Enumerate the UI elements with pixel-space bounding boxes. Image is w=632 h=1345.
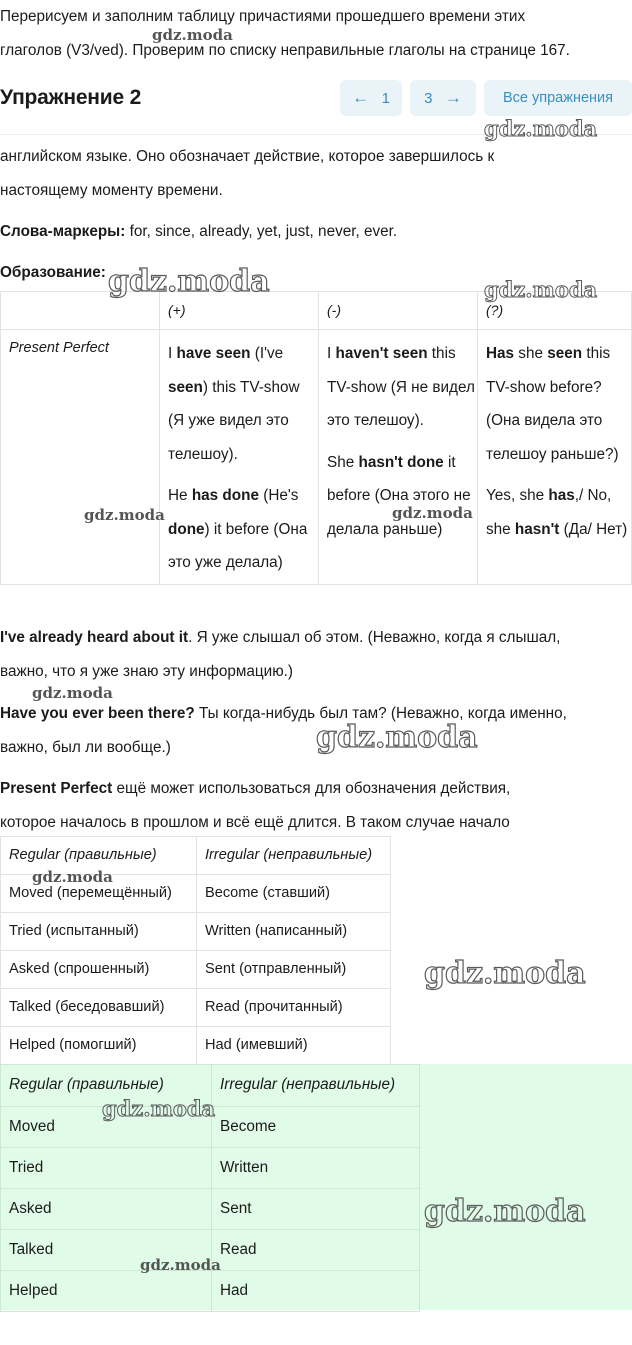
regular-cell: Helped (помогший)	[1, 1027, 197, 1065]
header-irregular: Irregular (неправильные)	[197, 837, 391, 875]
intro-line-1: Перерисуем и заполним таблицу причастиями прошедшего времени этих	[0, 8, 526, 25]
table-row	[1, 1271, 420, 1312]
regular-cell: Tried (испытанный)	[1, 913, 197, 951]
positive-example-2: He has done (He's done) it before (Она это уже делала)	[168, 487, 308, 571]
table-row	[1, 1230, 420, 1271]
arrow-right-icon: →	[444, 88, 462, 107]
definition-paragraph	[0, 140, 494, 208]
definition-line-2: настоящему моменту времени.	[0, 182, 223, 199]
irregular-cell: Read (прочитанный)	[197, 989, 391, 1027]
watermark: gdz.moda	[140, 1256, 221, 1274]
grammar-table-header	[1, 292, 632, 330]
answer-header-regular: Regular (правильные)	[1, 1065, 212, 1107]
tense-cell: Present Perfect	[1, 330, 160, 585]
table-row	[1, 1189, 420, 1230]
formation-label: Образование:	[0, 264, 106, 281]
answer-irregular-cell: Had	[212, 1271, 420, 1312]
example-2	[0, 697, 567, 765]
markers-value: for, since, already, yet, just, never, ever.	[125, 223, 398, 240]
header-cell-question: (?)	[478, 292, 632, 330]
answer-regular-cell: Asked	[1, 1189, 212, 1230]
watermark: gdz.moda	[484, 116, 598, 141]
irregular-cell: Written (написанный)	[197, 913, 391, 951]
example-1	[0, 621, 560, 689]
question-example-1: Has she seen this TV-show before? (Она видела это телешоу раньше?)	[486, 345, 619, 463]
example-3-bold: Present Perfect	[0, 780, 113, 797]
header-cell-empty	[1, 292, 160, 330]
watermark: gdz.moda	[484, 277, 598, 302]
example-2-text: Ты когда-нибудь был там? (Неважно, когда именно,	[194, 705, 567, 722]
watermark: gdz.moda	[84, 506, 165, 524]
next-exercise-button[interactable]	[410, 80, 476, 116]
all-exercises-button[interactable]: Все упражнения	[484, 80, 632, 116]
table-row	[1, 1027, 391, 1065]
table-row	[1, 1148, 420, 1189]
markers-line	[0, 215, 397, 249]
answer-irregular-cell: Sent	[212, 1189, 420, 1230]
grammar-table	[0, 291, 632, 585]
question-cell	[478, 330, 632, 585]
positive-cell	[160, 330, 319, 585]
example-1-bold: I've already heard about it	[0, 629, 189, 646]
answer-table-header	[1, 1065, 420, 1107]
answer-irregular-cell: Read	[212, 1230, 420, 1271]
watermark: gdz.moda	[392, 504, 473, 522]
example-2-line-2: важно, был ли вообще.)	[0, 739, 171, 756]
arrow-left-icon: ←	[352, 88, 370, 107]
negative-cell	[319, 330, 478, 585]
markers-label: Слова-маркеры:	[0, 223, 126, 240]
answer-irregular-cell: Written	[212, 1148, 420, 1189]
table-row	[1, 951, 391, 989]
irregular-cell: Sent (отправленный)	[197, 951, 391, 989]
example-1-line-2: важно, что я уже знаю эту информацию.)	[0, 663, 294, 680]
positive-example-1: I have seen (I've seen) this TV-show (Я уже видел это телешоу).	[168, 345, 300, 463]
intro-text	[0, 0, 570, 68]
example-3-line-2: которое началось в прошлом и всё ещё длится. В таком случае начало	[0, 814, 510, 831]
table-row	[1, 1107, 420, 1148]
answer-regular-cell: Moved	[1, 1107, 212, 1148]
verbs-table-header	[1, 837, 391, 875]
regular-cell: Asked (спрошенный)	[1, 951, 197, 989]
grammar-table-row	[1, 330, 632, 585]
answer-regular-cell: Tried	[1, 1148, 212, 1189]
header-cell-negative: (-)	[319, 292, 478, 330]
next-exercise-label: 3	[424, 90, 433, 107]
answer-regular-cell: Talked	[1, 1230, 212, 1271]
example-1-text: . Я уже слышал об этом. (Неважно, когда я слышал,	[188, 629, 561, 646]
watermark: gdz.moda	[424, 956, 586, 991]
header-cell-positive: (+)	[160, 292, 319, 330]
negative-example-1: I haven't seen this TV-show (Я не видел это телешоу).	[327, 345, 475, 429]
example-3	[0, 772, 510, 840]
prev-exercise-label: 1	[381, 90, 390, 107]
definition-line-1: английском языке. Оно обозначает действие, которое завершилось к	[0, 148, 495, 165]
verbs-table	[0, 836, 391, 1065]
regular-cell: Moved (перемещённый)	[1, 875, 197, 913]
answer-irregular-cell: Become	[212, 1107, 420, 1148]
watermark: gdz.moda	[32, 684, 113, 702]
header-regular: Regular (правильные)	[1, 837, 197, 875]
watermark: gdz.moda	[32, 868, 113, 886]
intro-line-2: глаголов (V3/ved). Проверим по списку неправильные глаголы на странице 167.	[0, 42, 570, 59]
watermark: gdz.moda	[316, 720, 478, 755]
answer-table	[0, 1064, 420, 1312]
watermark: gdz.moda	[152, 26, 233, 44]
regular-cell: Talked (беседовавший)	[1, 989, 197, 1027]
irregular-cell: Had (имевший)	[197, 1027, 391, 1065]
exercise-header	[0, 78, 632, 135]
table-row	[1, 989, 391, 1027]
answer-header-irregular: Irregular (неправильные)	[212, 1065, 420, 1107]
table-row	[1, 875, 391, 913]
table-row	[1, 913, 391, 951]
exercise-title: Упражнение 2	[0, 86, 142, 109]
example-3-text: ещё может использоваться для обозначения действия,	[112, 780, 511, 797]
prev-exercise-button[interactable]	[340, 80, 402, 116]
question-example-2: Yes, she has,/ No, she hasn't (Да/ Нет)	[486, 487, 628, 538]
answer-regular-cell: Helped	[1, 1271, 212, 1312]
irregular-cell: Become (ставший)	[197, 875, 391, 913]
watermark: gdz.moda	[108, 264, 270, 299]
negative-example-2: She hasn't done it before (Она этого не делала раньше)	[327, 453, 471, 538]
example-2-bold: Have you ever been there?	[0, 705, 195, 722]
